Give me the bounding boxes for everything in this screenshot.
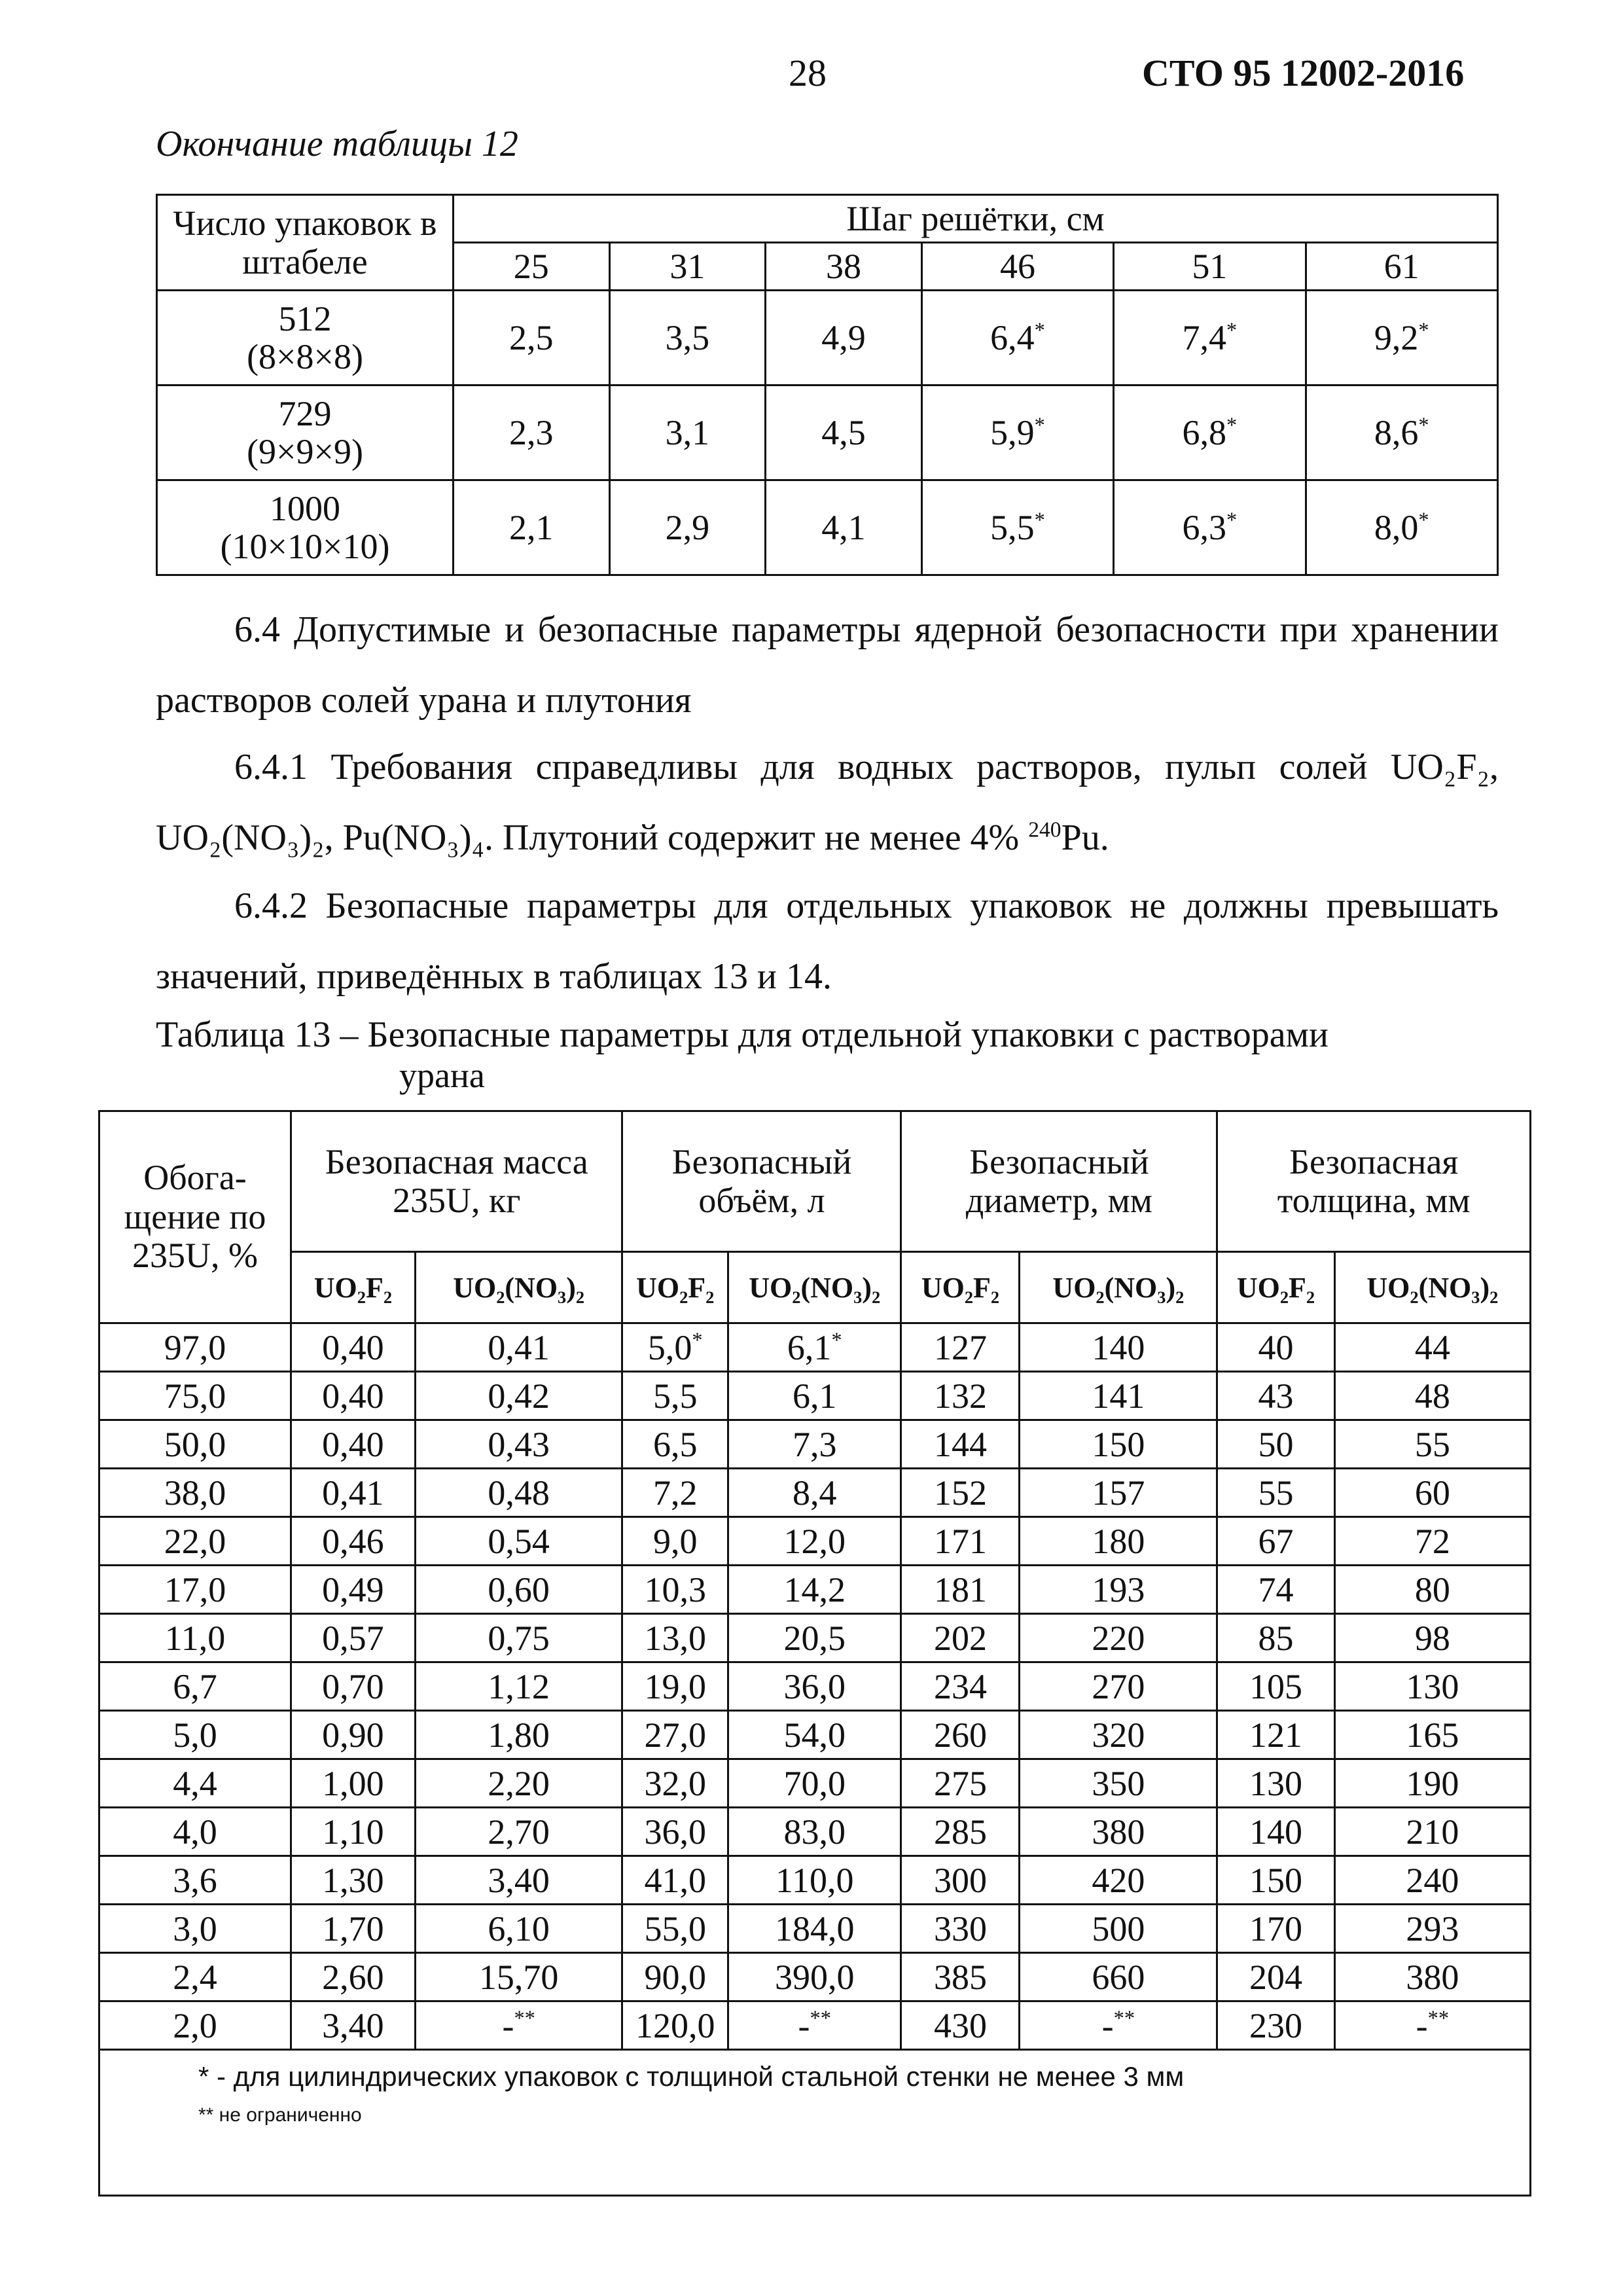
value-cell: 4,0 bbox=[99, 1808, 291, 1856]
table-13-caption: Таблица 13 – Безопасные параметры для отдельной упаковки с растворами bbox=[156, 1014, 1329, 1055]
value-cell: 105 bbox=[1217, 1662, 1334, 1711]
value-cell: 36,0 bbox=[622, 1808, 728, 1856]
value-cell: 10,3 bbox=[622, 1566, 728, 1614]
value-cell: 140 bbox=[1020, 1323, 1217, 1372]
value-cell: 15,70 bbox=[415, 1953, 622, 2001]
value-cell: 55 bbox=[1217, 1469, 1334, 1517]
value-cell: 230 bbox=[1217, 2001, 1334, 2050]
value-cell: 165 bbox=[1334, 1711, 1530, 1759]
step-header-3: 46 bbox=[921, 243, 1113, 291]
value-cell: 380 bbox=[1020, 1808, 1217, 1856]
value-cell: 8,0* bbox=[1306, 480, 1497, 575]
value-cell: 270 bbox=[1020, 1662, 1217, 1711]
value-cell: 2,1 bbox=[454, 480, 610, 575]
value-cell: 0,48 bbox=[415, 1469, 622, 1517]
step-header-4: 51 bbox=[1114, 243, 1306, 291]
table-row bbox=[99, 1808, 1531, 1856]
value-cell: 385 bbox=[901, 1953, 1020, 2001]
value-cell: 121 bbox=[1217, 1711, 1334, 1759]
step-header-5: 61 bbox=[1306, 243, 1497, 291]
value-cell: 19,0 bbox=[622, 1662, 728, 1711]
step-header-1: 31 bbox=[609, 243, 766, 291]
value-cell: 0,54 bbox=[415, 1517, 622, 1566]
document-code: СТО 95 12002-2016 bbox=[1142, 52, 1465, 94]
value-cell: 8,4 bbox=[728, 1469, 901, 1517]
footnote-mark: * bbox=[831, 1328, 842, 1352]
value-cell: 660 bbox=[1020, 1953, 1217, 2001]
footnote-row bbox=[99, 2050, 1531, 2196]
table-row bbox=[157, 480, 1498, 575]
value-cell: 44 bbox=[1334, 1323, 1530, 1372]
value-cell: 40 bbox=[1217, 1323, 1334, 1372]
footnote-mark: * bbox=[1418, 413, 1429, 437]
value-cell: 4,5 bbox=[766, 386, 922, 480]
value-cell: 67 bbox=[1217, 1517, 1334, 1566]
value-cell: 300 bbox=[901, 1856, 1020, 1905]
value-cell: 6,1 bbox=[728, 1372, 901, 1420]
table-row bbox=[99, 1662, 1531, 1711]
value-cell: 240 bbox=[1334, 1856, 1530, 1905]
page-number: 28 bbox=[789, 52, 827, 94]
value-cell: 6,10 bbox=[415, 1905, 622, 1953]
value-cell: 140 bbox=[1217, 1808, 1334, 1856]
value-cell: 80 bbox=[1334, 1566, 1530, 1614]
value-cell: 500 bbox=[1020, 1905, 1217, 1953]
value-cell: 0,75 bbox=[415, 1614, 622, 1662]
value-cell: 6,4* bbox=[921, 291, 1113, 386]
value-cell: 17,0 bbox=[99, 1566, 291, 1614]
footnote-mark: * bbox=[1034, 318, 1045, 342]
value-cell: 27,0 bbox=[622, 1711, 728, 1759]
value-cell: 171 bbox=[901, 1517, 1020, 1566]
value-cell: 3,6 bbox=[99, 1856, 291, 1905]
compound-header-uo2no3: UO₂(NO₃)₂ bbox=[728, 1252, 901, 1323]
value-cell: 150 bbox=[1217, 1856, 1334, 1905]
paragraph-6-4-1-text: 6.4.1 Требования справедливы для водных растворов, пульп солей UO₂F₂, UO₂(NO₃)₂, Pu(NO₃)₄. Плутоний содержит не менее 4% bbox=[156, 747, 1499, 858]
value-cell: 234 bbox=[901, 1662, 1020, 1711]
value-cell: 2,3 bbox=[454, 386, 610, 480]
value-cell: 32,0 bbox=[622, 1759, 728, 1808]
value-cell: 184,0 bbox=[728, 1905, 901, 1953]
value-cell: 6,3* bbox=[1114, 480, 1306, 575]
paragraph-6-4: 6.4 Допустимые и безопасные параметры ядерной безопасности при хранении растворов солей урана и плутония bbox=[156, 609, 1499, 721]
table-row bbox=[99, 1905, 1531, 1953]
compound-header-uo2f2: UO₂F₂ bbox=[901, 1252, 1020, 1323]
value-cell: 2,4 bbox=[99, 1953, 291, 2001]
compound-header-uo2f2: UO₂F₂ bbox=[1217, 1252, 1334, 1323]
value-cell: 120,0 bbox=[622, 2001, 728, 2050]
value-cell: 83,0 bbox=[728, 1808, 901, 1856]
value-cell: 41,0 bbox=[622, 1856, 728, 1905]
table-12 bbox=[156, 194, 1499, 576]
footnote-mark: ** bbox=[810, 2006, 831, 2030]
value-cell: 132 bbox=[901, 1372, 1020, 1420]
value-cell: 13,0 bbox=[622, 1614, 728, 1662]
table-row bbox=[99, 1953, 1531, 2001]
pack-count-cell bbox=[157, 291, 454, 386]
compound-header-uo2no3: UO₂(NO₃)₂ bbox=[1334, 1252, 1530, 1323]
group-header-0: Безопасная масса 235U, кг bbox=[291, 1111, 622, 1252]
value-cell: 1,10 bbox=[291, 1808, 416, 1856]
value-cell: 5,0* bbox=[622, 1323, 728, 1372]
value-cell: 1,00 bbox=[291, 1759, 416, 1808]
value-cell: 110,0 bbox=[728, 1856, 901, 1905]
value-cell: 0,40 bbox=[291, 1323, 416, 1372]
step-header-0: 25 bbox=[454, 243, 610, 291]
value-cell: 320 bbox=[1020, 1711, 1217, 1759]
value-cell: 98 bbox=[1334, 1614, 1530, 1662]
table-row bbox=[99, 1469, 1531, 1517]
value-cell: 275 bbox=[901, 1759, 1020, 1808]
footnote-mark: * bbox=[1226, 413, 1238, 437]
value-cell: 3,40 bbox=[291, 2001, 416, 2050]
value-cell: 1,30 bbox=[291, 1856, 416, 1905]
pack-arrangement: (9×9×9) bbox=[247, 432, 363, 471]
value-cell: 144 bbox=[901, 1420, 1020, 1469]
pack-arrangement: (8×8×8) bbox=[247, 337, 363, 376]
table-row bbox=[99, 1420, 1531, 1469]
value-cell: 0,90 bbox=[291, 1711, 416, 1759]
table-row bbox=[99, 1614, 1531, 1662]
value-cell: 3,5 bbox=[609, 291, 766, 386]
value-cell: 97,0 bbox=[99, 1323, 291, 1372]
footnote-2: ** не ограниченно bbox=[198, 2104, 362, 2126]
step-header-2: 38 bbox=[766, 243, 922, 291]
value-cell: 1,12 bbox=[415, 1662, 622, 1711]
pack-count-cell bbox=[157, 480, 454, 575]
value-cell: 50,0 bbox=[99, 1420, 291, 1469]
value-cell: 8,6* bbox=[1306, 386, 1497, 480]
value-cell: 127 bbox=[901, 1323, 1020, 1372]
value-cell: 4,4 bbox=[99, 1759, 291, 1808]
footnote-mark: * bbox=[1226, 318, 1238, 342]
value-cell: 0,41 bbox=[291, 1469, 416, 1517]
footnote-mark: * bbox=[1226, 508, 1238, 532]
value-cell: 60 bbox=[1334, 1469, 1530, 1517]
value-cell: 38,0 bbox=[99, 1469, 291, 1517]
value-cell: 4,1 bbox=[766, 480, 922, 575]
value-cell: 22,0 bbox=[99, 1517, 291, 1566]
table-row bbox=[99, 1323, 1531, 1372]
value-cell: 285 bbox=[901, 1808, 1020, 1856]
value-cell: 2,5 bbox=[454, 291, 610, 386]
compound-header-uo2no3: UO₂(NO₃)₂ bbox=[1020, 1252, 1217, 1323]
value-cell: 130 bbox=[1334, 1662, 1530, 1711]
value-cell: 5,5* bbox=[921, 480, 1113, 575]
compound-header-uo2no3: UO₂(NO₃)₂ bbox=[415, 1252, 622, 1323]
col-header-enrichment: Обога-щение по 235U, % bbox=[99, 1111, 291, 1323]
value-cell: 55 bbox=[1334, 1420, 1530, 1469]
table-row bbox=[157, 386, 1498, 480]
paragraph-6-4-1-end: Pu. bbox=[1061, 817, 1109, 858]
value-cell: 6,1* bbox=[728, 1323, 901, 1372]
footnote-mark: * bbox=[1418, 508, 1429, 532]
pack-count: 1000 bbox=[270, 488, 340, 528]
value-cell: 1,70 bbox=[291, 1905, 416, 1953]
value-cell: 152 bbox=[901, 1469, 1020, 1517]
value-cell: 12,0 bbox=[728, 1517, 901, 1566]
footnote-mark: ** bbox=[1427, 2006, 1450, 2030]
value-cell: 0,60 bbox=[415, 1566, 622, 1614]
value-cell: 181 bbox=[901, 1566, 1020, 1614]
table-row bbox=[99, 1856, 1531, 1905]
value-cell: 7,3 bbox=[728, 1420, 901, 1469]
value-cell: -** bbox=[728, 2001, 901, 2050]
value-cell: 430 bbox=[901, 2001, 1020, 2050]
value-cell: 2,20 bbox=[415, 1759, 622, 1808]
pack-arrangement: (10×10×10) bbox=[220, 527, 390, 566]
value-cell: 9,0 bbox=[622, 1517, 728, 1566]
table-13-caption-continued: урана bbox=[399, 1056, 485, 1095]
value-cell: 55,0 bbox=[622, 1905, 728, 1953]
value-cell: 220 bbox=[1020, 1614, 1217, 1662]
value-cell: 150 bbox=[1020, 1420, 1217, 1469]
value-cell: 260 bbox=[901, 1711, 1020, 1759]
group-header-3: Безопасная толщина, мм bbox=[1217, 1111, 1531, 1252]
value-cell: 170 bbox=[1217, 1905, 1334, 1953]
value-cell: 180 bbox=[1020, 1517, 1217, 1566]
value-cell: 6,8* bbox=[1114, 386, 1306, 480]
value-cell: 48 bbox=[1334, 1372, 1530, 1420]
value-cell: 141 bbox=[1020, 1372, 1217, 1420]
footnote-mark: ** bbox=[514, 2006, 535, 2030]
value-cell: 43 bbox=[1217, 1372, 1334, 1420]
value-cell: 204 bbox=[1217, 1953, 1334, 2001]
table-row bbox=[99, 1517, 1531, 1566]
value-cell: 193 bbox=[1020, 1566, 1217, 1614]
value-cell: 6,5 bbox=[622, 1420, 728, 1469]
value-cell: 190 bbox=[1334, 1759, 1530, 1808]
value-cell: 0,70 bbox=[291, 1662, 416, 1711]
value-cell: 7,2 bbox=[622, 1469, 728, 1517]
value-cell: 0,42 bbox=[415, 1372, 622, 1420]
value-cell: 1,80 bbox=[415, 1711, 622, 1759]
value-cell: 6,7 bbox=[99, 1662, 291, 1711]
value-cell: -** bbox=[415, 2001, 622, 2050]
group-header-2: Безопасный диаметр, мм bbox=[901, 1111, 1217, 1252]
group-header-lattice-step: Шаг решётки, см bbox=[454, 195, 1498, 243]
value-cell: 202 bbox=[901, 1614, 1020, 1662]
table-13 bbox=[98, 1110, 1531, 2197]
compound-header-uo2f2: UO₂F₂ bbox=[291, 1252, 416, 1323]
value-cell: 5,5 bbox=[622, 1372, 728, 1420]
value-cell: 2,60 bbox=[291, 1953, 416, 2001]
value-cell: 54,0 bbox=[728, 1711, 901, 1759]
value-cell: 0,40 bbox=[291, 1420, 416, 1469]
value-cell: 420 bbox=[1020, 1856, 1217, 1905]
value-cell: 11,0 bbox=[99, 1614, 291, 1662]
value-cell: 2,0 bbox=[99, 2001, 291, 2050]
value-cell: 0,40 bbox=[291, 1372, 416, 1420]
value-cell: 3,0 bbox=[99, 1905, 291, 1953]
footnote-mark: * bbox=[1034, 413, 1045, 437]
value-cell: -** bbox=[1020, 2001, 1217, 2050]
table-row bbox=[99, 2001, 1531, 2050]
value-cell: 7,4* bbox=[1114, 291, 1306, 386]
value-cell: 85 bbox=[1217, 1614, 1334, 1662]
footnote-mark: * bbox=[1418, 318, 1429, 342]
footnotes-cell bbox=[99, 2050, 1531, 2196]
footnote-mark: * bbox=[692, 1328, 703, 1352]
value-cell: 3,40 bbox=[415, 1856, 622, 1905]
value-cell: 3,1 bbox=[609, 386, 766, 480]
value-cell: 9,2* bbox=[1306, 291, 1497, 386]
table-row bbox=[99, 1566, 1531, 1614]
paragraph-6-4-1 bbox=[156, 732, 1499, 873]
table-row bbox=[157, 291, 1498, 386]
value-cell: 0,57 bbox=[291, 1614, 416, 1662]
value-cell: 14,2 bbox=[728, 1566, 901, 1614]
value-cell: 350 bbox=[1020, 1759, 1217, 1808]
value-cell: 157 bbox=[1020, 1469, 1217, 1517]
value-cell: 390,0 bbox=[728, 1953, 901, 2001]
value-cell: 70,0 bbox=[728, 1759, 901, 1808]
group-header-1: Безопасный объём, л bbox=[622, 1111, 901, 1252]
value-cell: 75,0 bbox=[99, 1372, 291, 1420]
value-cell: 50 bbox=[1217, 1420, 1334, 1469]
value-cell: 2,9 bbox=[609, 480, 766, 575]
value-cell: 5,0 bbox=[99, 1711, 291, 1759]
value-cell: 0,43 bbox=[415, 1420, 622, 1469]
value-cell: 210 bbox=[1334, 1808, 1530, 1856]
value-cell: 0,46 bbox=[291, 1517, 416, 1566]
value-cell: -** bbox=[1334, 2001, 1530, 2050]
table-row bbox=[99, 1372, 1531, 1420]
table-row bbox=[99, 1759, 1531, 1808]
value-cell: 4,9 bbox=[766, 291, 922, 386]
pack-count-cell bbox=[157, 386, 454, 480]
value-cell: 0,49 bbox=[291, 1566, 416, 1614]
value-cell: 90,0 bbox=[622, 1953, 728, 2001]
pack-count: 512 bbox=[278, 298, 332, 338]
pack-count: 729 bbox=[278, 393, 332, 433]
isotope-mass-number: 240 bbox=[1028, 817, 1061, 842]
footnote-mark: ** bbox=[1113, 2006, 1135, 2030]
value-cell: 130 bbox=[1217, 1759, 1334, 1808]
value-cell: 36,0 bbox=[728, 1662, 901, 1711]
paragraph-6-4-2: 6.4.2 Безопасные параметры для отдельных упаковок не должны превышать значений, приведённых в таблицах 13 и 14. bbox=[156, 886, 1499, 997]
value-cell: 5,9* bbox=[921, 386, 1113, 480]
col-header-pack-count: Число упаковок в штабеле bbox=[157, 195, 454, 291]
value-cell: 293 bbox=[1334, 1905, 1530, 1953]
value-cell: 72 bbox=[1334, 1517, 1530, 1566]
compound-header-uo2f2: UO₂F₂ bbox=[622, 1252, 728, 1323]
value-cell: 2,70 bbox=[415, 1808, 622, 1856]
value-cell: 20,5 bbox=[728, 1614, 901, 1662]
value-cell: 74 bbox=[1217, 1566, 1334, 1614]
footnote-1: * - для цилиндрических упаковок с толщиной стальной стенки не менее 3 мм bbox=[198, 2061, 1185, 2092]
footnote-mark: * bbox=[1034, 508, 1045, 532]
value-cell: 0,41 bbox=[415, 1323, 622, 1372]
table-continuation-label: Окончание таблицы 12 bbox=[156, 124, 518, 164]
value-cell: 330 bbox=[901, 1905, 1020, 1953]
value-cell: 380 bbox=[1334, 1953, 1530, 2001]
table-row bbox=[99, 1711, 1531, 1759]
